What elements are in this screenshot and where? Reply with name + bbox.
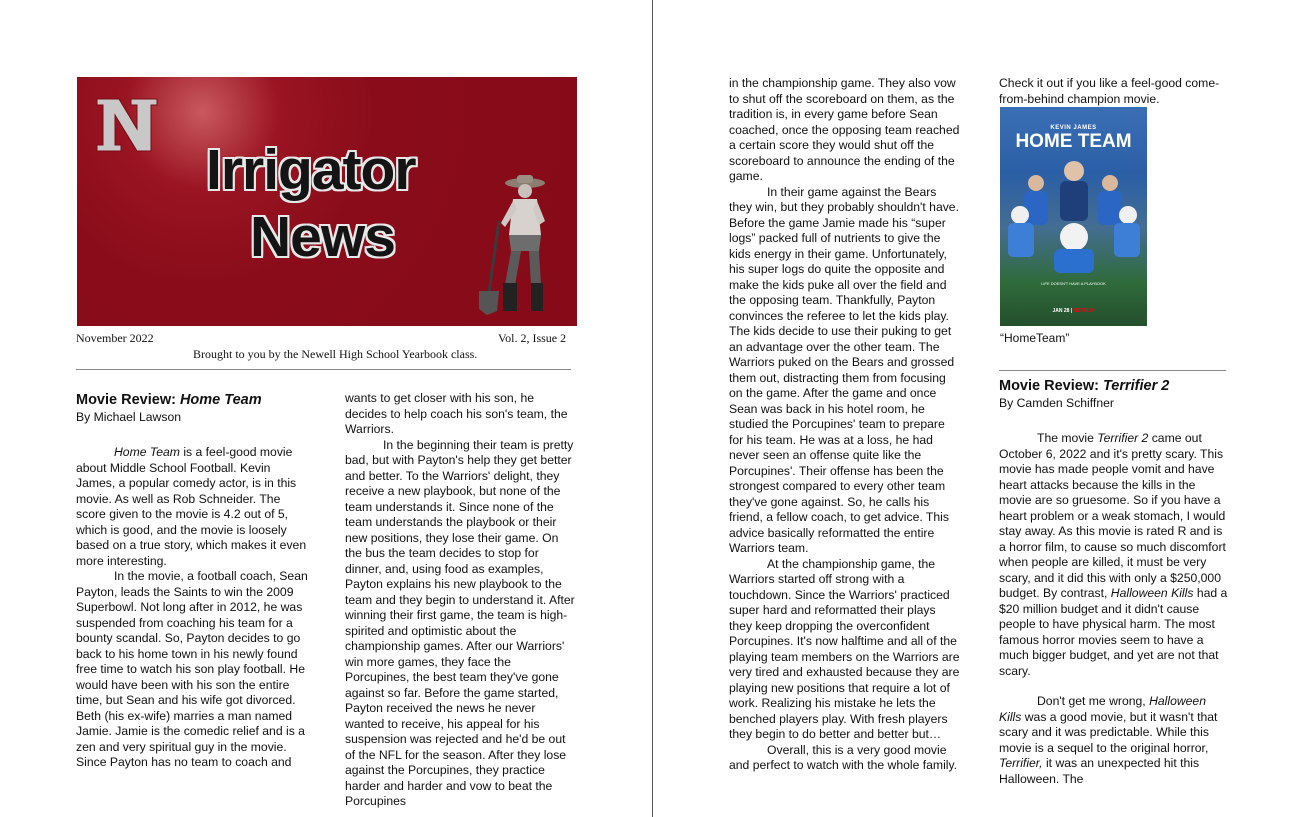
article1-paragraph: Home Team is a feel-good movie about Middle School Football. Kevin James, a popular comedy actor, is in this movie. As well as Rob Schneider. The score given to the movie is 4.2 out of 5, which is good, and the movie is loosely based on a true story, which makes it even more interesting.	[76, 445, 307, 568]
article1-paragraph: in the championship game. They also vow to shut off the scoreboard on them, as the tradition is, in every game before Sean coached, once the opposing team reached a certain score they would shut off the scoreboard to announce the ending of the game.	[729, 76, 960, 183]
poster-release: JAN 28 | NETFLIX	[1052, 308, 1095, 314]
article2-paragraph: Don't get me wrong, Halloween Kills was a good movie, but it wasn't that scary and it was predictable. While this movie is a sequel to the original horror, Terrifier, it was an unexpected hit this Halloween. The	[999, 694, 1218, 786]
article1-closing: Check it out if you like a feel-good come-from-behind champion movie.	[999, 76, 1220, 106]
article1-paragraph: wants to get closer with his son, he decides to help coach his son's team, the Warriors.	[345, 391, 568, 436]
poster-actor: KEVIN JAMES	[1050, 125, 1097, 131]
poster-tagline: LIFE DOESN'T HAVE A PLAYBOOK	[1041, 281, 1106, 286]
article1-column-1	[76, 391, 308, 771]
masthead-banner	[77, 77, 577, 326]
article1-paragraph: Overall, this is a very good movie and perfect to watch with the whole family.	[729, 742, 958, 772]
poster-caption: “HomeTeam”	[1000, 331, 1070, 345]
header-rule	[76, 369, 571, 370]
issue-date: November 2022	[76, 331, 154, 345]
poster-players-icon	[1000, 157, 1147, 277]
article1-column-2	[345, 391, 577, 810]
page-divider	[652, 0, 653, 817]
issue-tagline: Brought to you by the Newell High School Yearbook class.	[193, 347, 478, 361]
article2-headline: Movie Review: Terrifier 2	[999, 378, 1170, 394]
farmer-with-shovel-icon	[475, 175, 565, 315]
issue-volume: Vol. 2, Issue 2	[498, 331, 567, 345]
article1-paragraph: At the championship game, the Warriors started off strong with a touchdown. Since the Warriors' practiced super hard and reformatted their plays they keep dropping the overconfident Porcupines. It's now halftime and all of the playing team members on the Warriors are very tired and exhausted because they are playing new positions that require a lot of work. Realizing his mistake he lets the benched players play. With fresh players they begin to do better and better but…	[729, 556, 960, 741]
article1-headline: Movie Review: Home Team	[76, 392, 262, 408]
n-logo-icon	[93, 93, 165, 155]
article2-paragraph: The movie Terrifier 2 came out October 6, 2022 and it's pretty scary. This movie has made people vomit and have heart attacks because the kills in the movie are so gruesome. So if you have a heart problem or a weak stomach, I would stay away. As this movie is rated R and is a horror film, to cause so much discomfort when people are killed, it must be very scary, and it did this with only a $250,000 budget. By contrast, Halloween Kills had a $20 million budget and it didn't cause people to have physical harm. The most famous horror movies seem to have a much bigger budget, and yet are not that scary.	[999, 431, 1228, 678]
poster-title: HOME TEAM	[1015, 131, 1132, 152]
article1-paragraph: In the beginning their team is pretty bad, but with Payton's help they get better and better. To the Warriors' delight, they receive a new playbook, but none of the team understands it. Since none of the team understands the playbook or their new positions, they lose their game. On the bus the team decides to stop for dinner, and, using food as examples, Payton explains his new playbook to the team and they begin to understand it. After winning their first game, the team is high-spirited and optimistic about the championship games. After our Warriors' win more games, they face the Porcupines, the best team they've gone against so far. Before the game started, Payton received the news he never wanted to receive, his appeal for his suspension was rejected and he'd be out of the NFL for the season. After they lose against the Porcupines, they practice harder and harder and vow to beat the Porcupines	[345, 437, 575, 808]
article1-column-3	[729, 76, 961, 774]
article2-byline: By Camden Schiffner	[999, 396, 1114, 410]
masthead-title-line2: News	[250, 205, 395, 269]
article2-column	[999, 377, 1231, 787]
article1-paragraph: In the movie, a football coach, Sean Payton, leads the Saints to win the 2009 Superbowl. Not long after in 2012, he was suspended from coaching his team for a bounty scandal. So, Payton decides to go back to his home town in his newly found free time to watch his son play football. He would have been with his son the entire time, but Sean and his wife got divorced. Beth (his ex-wife) marries a man named Jamie. Jamie is the comedic relief and is a zen and very spiritual guy in the movie. Since Payton has no team to coach and	[76, 569, 308, 769]
home-team-poster	[1000, 107, 1147, 326]
article1-column-4	[999, 76, 1231, 107]
article1-byline: By Michael Lawson	[76, 410, 181, 424]
section-rule	[999, 370, 1226, 371]
masthead-title-line1: Irrigator	[206, 138, 416, 202]
article1-paragraph: In their game against the Bears they win, but they probably shouldn't have. Before the game Jamie made his “super logs” packed full of nutrients to give the kids energy in their game. Unfortunately, his super logs do quite the opposite and make the kids puke all over the field and the opposing team. Thankfully, Payton convinces the referee to let the kids play. The kids decide to use their puking to get an advantage over the other team. The Warriors puked on the Bears and grossed them out, distracting them from focusing on the game. After the game and once Sean was back in his hotel room, he studied the Porcupines' team to prepare for his team. He was at a loss, he had never seen an offense quite like the Porcupines'. Their offense has been the strongest compared to every other team they've gone against. So, he calls his friend, a fellow coach, to get advice. This advice basically reformatted the entire Warriors team.	[729, 184, 959, 555]
